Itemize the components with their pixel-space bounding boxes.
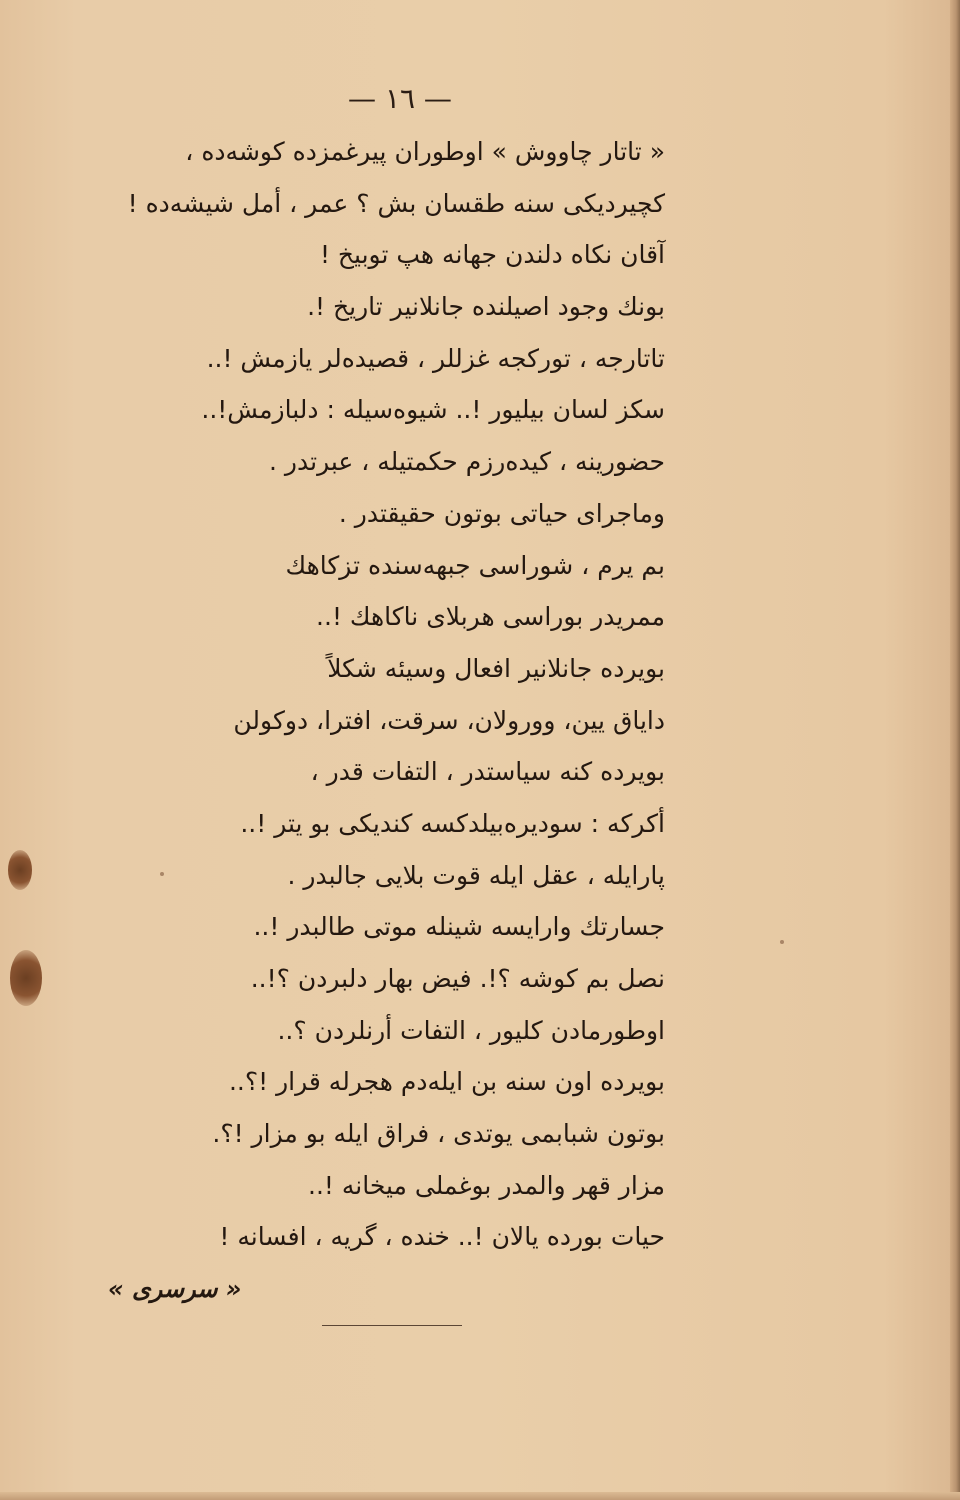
poem-line: بوتون شبابمی یوتدی ، فراق ایله بو مزار !؟. <box>212 1119 665 1149</box>
poem-line: بویرده کنه سیاستدر ، التفات قدر ، <box>310 757 665 787</box>
poem-line: بویرده اون سنه بن ایله‌دم هجرله قرار !؟.. <box>228 1067 665 1097</box>
poem-line: ممریدر بوراسی هربلای ناکاهك !.. <box>316 602 665 632</box>
poem-line: أکرکه : سودیره‌بیلدکسه کندیکی بو یتر !.. <box>240 808 665 838</box>
author-signature: « سرسری » <box>108 1275 242 1303</box>
poem-line: دایاق یین، وورولان، سرقت، افترا، دوکولن <box>233 705 665 735</box>
page-edge-right <box>950 0 960 1500</box>
ink-stain <box>10 950 42 1006</box>
poem-line: « تاتار چاووش » اوطوران پیرغمزده کوشه‌ده ، <box>185 137 665 166</box>
poem-line: اوطورمادن کلیور ، التفات أرنلردن ؟.. <box>277 1015 665 1045</box>
paper-speck <box>160 872 164 876</box>
poem-line: نصل بم کوشه ؟!. فیض بهار دلبردن ؟!.. <box>250 964 665 993</box>
ink-stain <box>8 850 32 890</box>
poem-body <box>127 126 665 1263</box>
poem-line: آقان نکاه دلندن جهانه هپ توبیخ ! <box>319 240 665 270</box>
page-number: — ١٦ — <box>348 82 452 115</box>
paper-speck <box>780 940 784 944</box>
poem-line: تاتارجه ، تورکجه غزللر ، قصیده‌لر یازمش !.. <box>206 343 665 373</box>
poem-line: سکز لسان بیلیور !.. شیوه‌سیله : دلبازمش!.. <box>201 395 665 425</box>
poem-line: کچیردیکی سنه طقسان بش ؟ عمر ، أمل شیشه‌ده ! <box>127 188 665 218</box>
poem-line: مزار قهر والمدر بوغملی میخانه !.. <box>308 1170 665 1200</box>
poem-line: حیات بورده یالان !.. خنده ، گریه ، افسانه ! <box>219 1222 665 1252</box>
poem-line: بم یرم ، شوراسی جبهه‌سنده تزکاهك <box>285 550 665 580</box>
poem-line: بویرده جانلانیر افعال وسیئه شکلاً <box>327 653 665 683</box>
poem-line: وماجرای حیاتی بوتون حقیقتدر . <box>338 498 665 528</box>
poem-line: بونك وجود اصیلنده جانلانیر تاریخ !. <box>307 292 665 322</box>
end-rule <box>322 1325 462 1326</box>
page-edge-bottom <box>0 1492 960 1500</box>
poem-line: جسارتك وارایسه شینله موتی طالبدر !.. <box>253 912 665 942</box>
poem-line: پارایله ، عقل ایله قوت بلایی جالبدر . <box>287 860 665 890</box>
poem-line: حضورینه ، کیده‌رزم حکمتیله ، عبرتدر . <box>269 447 665 477</box>
